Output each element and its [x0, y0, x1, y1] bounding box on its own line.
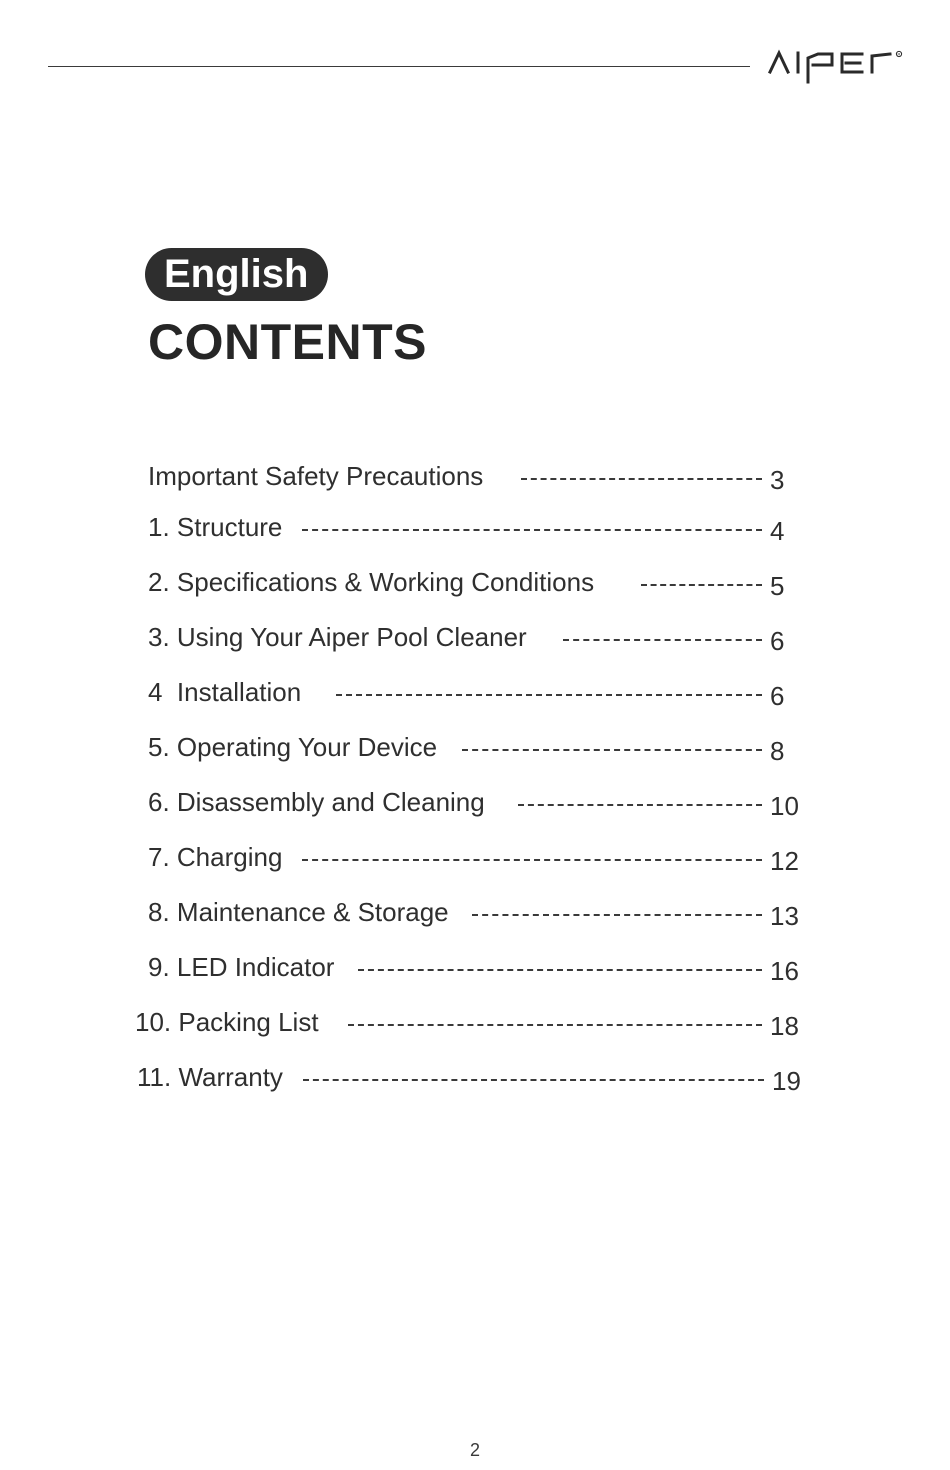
toc-leader-dots	[302, 859, 762, 861]
toc-leader-dots	[348, 1024, 762, 1026]
toc-entry-operating[interactable]	[0, 727, 950, 767]
toc-entry-safety[interactable]	[0, 456, 950, 496]
toc-leader-dots	[336, 694, 762, 696]
toc-entry-charging[interactable]	[0, 837, 950, 877]
toc-entry-label: 10. Packing List	[135, 1007, 319, 1037]
toc-entry-page: 6	[770, 681, 785, 711]
toc-entry-label: Important Safety Precautions	[148, 461, 484, 491]
toc-entry-page: 5	[770, 571, 785, 601]
toc-leader-dots	[462, 749, 762, 751]
toc-leader-dots	[521, 478, 762, 480]
toc-entry-label: 1. Structure	[148, 512, 283, 542]
toc-entry-label: 8. Maintenance & Storage	[148, 897, 449, 927]
toc-entry-page: 19	[772, 1066, 801, 1096]
toc-entry-label: 2. Specifications & Working Conditions	[148, 567, 595, 597]
toc-entry-using-cleaner[interactable]	[0, 617, 950, 657]
page-number: 2	[469, 1440, 480, 1460]
toc-entry-maintenance[interactable]	[0, 892, 950, 932]
toc-entry-label: 6. Disassembly and Cleaning	[148, 787, 485, 817]
toc-entry-structure[interactable]	[0, 507, 950, 547]
toc-entry-page: 3	[770, 465, 785, 495]
toc-leader-dots	[641, 584, 762, 586]
toc-leader-dots	[472, 914, 762, 916]
toc-entry-page: 8	[770, 736, 785, 766]
toc-entry-page: 4	[770, 516, 785, 546]
header-divider	[48, 66, 750, 67]
toc-entry-label: 5. Operating Your Device	[148, 732, 438, 762]
toc-entry-page: 12	[770, 846, 799, 876]
toc-entry-label: 3. Using Your Aiper Pool Cleaner	[148, 622, 527, 652]
toc-entry-installation[interactable]	[0, 672, 950, 712]
toc-entry-label: 7. Charging	[148, 842, 283, 872]
toc-entry-page: 6	[770, 626, 785, 656]
toc-entry-page: 10	[770, 791, 799, 821]
toc-entry-label: 4 Installation	[148, 677, 302, 707]
language-badge: English	[145, 248, 328, 301]
toc-entry-specifications[interactable]	[0, 562, 950, 602]
toc-entry-label: 9. LED Indicator	[148, 952, 335, 982]
toc-entry-disassembly[interactable]	[0, 782, 950, 822]
aiper-logo	[766, 46, 906, 86]
toc-leader-dots	[303, 1079, 764, 1081]
toc-leader-dots	[302, 529, 762, 531]
toc-entry-warranty[interactable]	[0, 1057, 950, 1097]
toc-entry-packing-list[interactable]	[0, 1002, 950, 1042]
toc-leader-dots	[563, 639, 762, 641]
toc-entry-page: 18	[770, 1011, 799, 1041]
toc-entry-page: 16	[770, 956, 799, 986]
toc-leader-dots	[358, 969, 762, 971]
toc-entry-page: 13	[770, 901, 799, 931]
toc-entry-label: 11. Warranty	[137, 1062, 283, 1092]
toc-leader-dots	[518, 804, 762, 806]
page-title: CONTENTS	[148, 314, 427, 370]
svg-text:R: R	[897, 51, 901, 57]
toc-entry-led-indicator[interactable]	[0, 947, 950, 987]
